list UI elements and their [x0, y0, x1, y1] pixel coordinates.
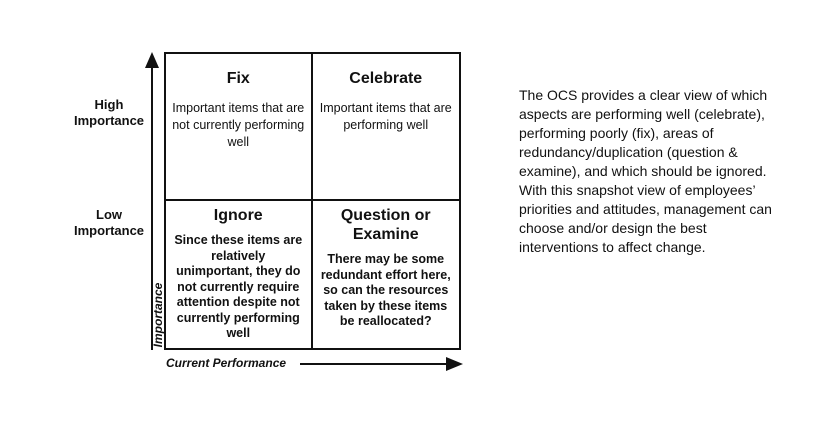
high-importance-label: High Importance — [73, 97, 145, 128]
y-axis-arrowhead — [145, 52, 159, 68]
quadrant-fix — [166, 54, 313, 201]
quadrant-description: Important items that are not currently performing well — [172, 101, 305, 149]
low-importance-label: Low Importance — [73, 207, 145, 238]
y-axis-title: Importance — [151, 282, 165, 348]
quadrant-ignore — [166, 201, 313, 348]
quadrant-title: Question or Examine — [340, 207, 431, 243]
importance-performance-matrix — [164, 52, 461, 350]
quadrant-title: Celebrate — [349, 70, 423, 87]
description-paragraph: The OCS provides a clear view of which aspects are performing well (celebrate), performing poorly (fix), areas of redundancy/duplication (question & examine), and which should be ignored. With this snapshot view of employees’ priorities and attitudes, management can choose and/or design the best interventions to affect change. — [519, 87, 772, 255]
quadrant-description: Important items that are performing well — [319, 101, 452, 132]
x-axis-title: Current Performance — [166, 356, 287, 370]
quadrant-title: Ignore — [213, 207, 263, 224]
quadrant-description: Since these items are relatively unimportant, they do not currently require attention despite not currently performing well — [174, 233, 303, 340]
x-axis-arrowhead — [446, 357, 463, 371]
quadrant-title: Fix — [226, 70, 250, 87]
quadrant-celebrate — [313, 54, 460, 201]
quadrant-description: There may be some redundant effort here, so can the resources taken by these items be reallocated? — [320, 252, 451, 328]
quadrant-question-or-examine — [313, 201, 460, 348]
